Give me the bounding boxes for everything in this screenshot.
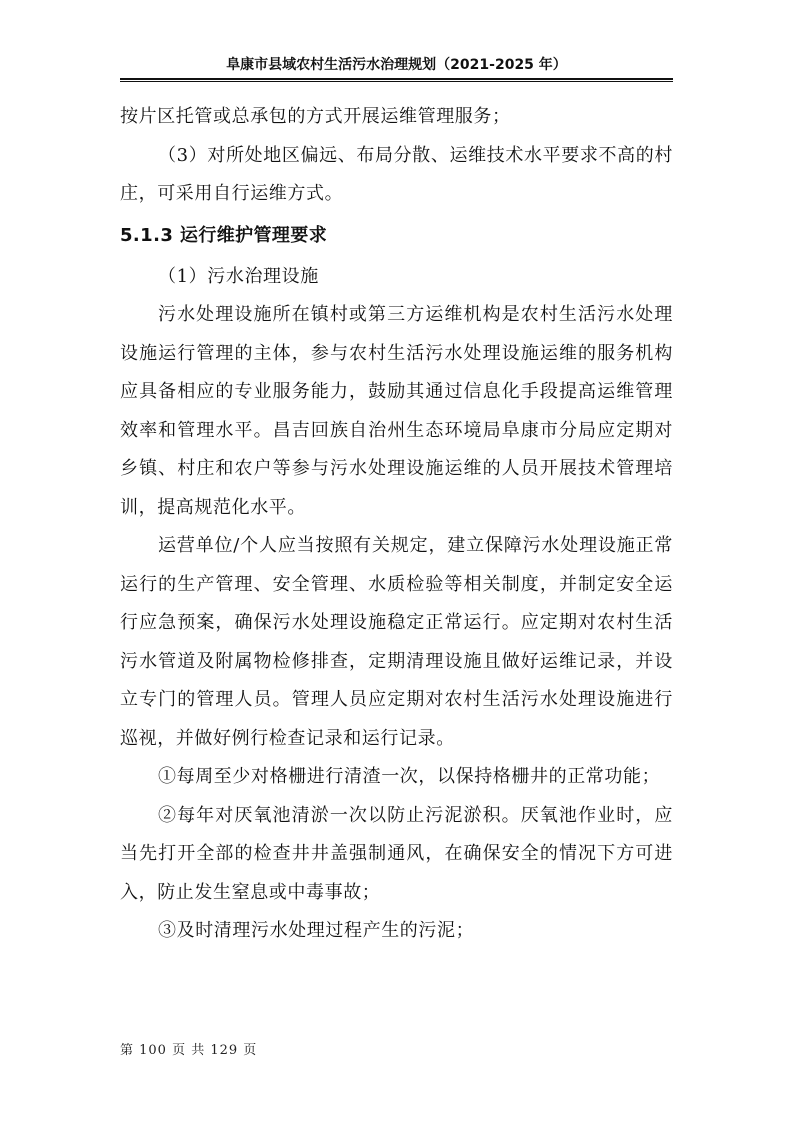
body-paragraph: 污水处理设施所在镇村或第三方运维机构是农村生活污水处理设施运行管理的主体，参与农村生活污水处理设施运维的服务机构应具备相应的专业服务能力，鼓励其通过信息化手段提高运维管理效率和管理水平。昌吉回族自治州生态环境局阜康市分局应定期对乡镇、村庄和农户等参与污水处理设施运维的人员开展技术管理培训，提高规范化水平。: [120, 304, 673, 518]
section-heading: 5.1.3 运行维护管理要求: [120, 224, 328, 246]
header-rule: [120, 78, 673, 80]
page-number-footer: 第 100 页 共 129 页: [120, 1043, 258, 1058]
body-paragraph: 运营单位/个人应当按照有关规定，建立保障污水处理设施正常运行的生产管理、安全管理、水质检验等相关制度，并制定安全运行应急预案，确保污水处理设施稳定正常运行。应定期对农村生活污水管道及附属物检修排查，定期清理设施且做好运维记录，并设立专门的管理人员。管理人员应定期对农村生活污水处理设施进行巡视，并做好例行检查记录和运行记录。: [120, 535, 673, 749]
page-header-title: 阜康市县域农村生活污水治理规划（2021-2025 年）: [226, 57, 567, 73]
body-paragraph-item-3: （3）对所处地区偏远、布局分散、运维技术水平要求不高的村庄，可采用自行运维方式。: [120, 144, 673, 204]
document-body: [120, 98, 673, 951]
body-paragraph-continuation: 按片区托管或总承包的方式开展运维管理服务；: [120, 106, 511, 127]
header-rule-thin: [120, 81, 673, 82]
list-item: ③及时清理污水处理过程产生的污泥；: [158, 920, 475, 941]
list-item: ①每周至少对格栅进行清渣一次，以保持格栅井的正常功能；: [158, 766, 661, 787]
subheading: （1）污水治理设施: [158, 265, 319, 287]
list-item: ②每年对厌氧池清淤一次以防止污泥淤积。厌氧池作业时，应当先打开全部的检查井井盖强制通风，在确保安全的情况下方可进入，防止发生窒息或中毒事故；: [120, 804, 673, 903]
